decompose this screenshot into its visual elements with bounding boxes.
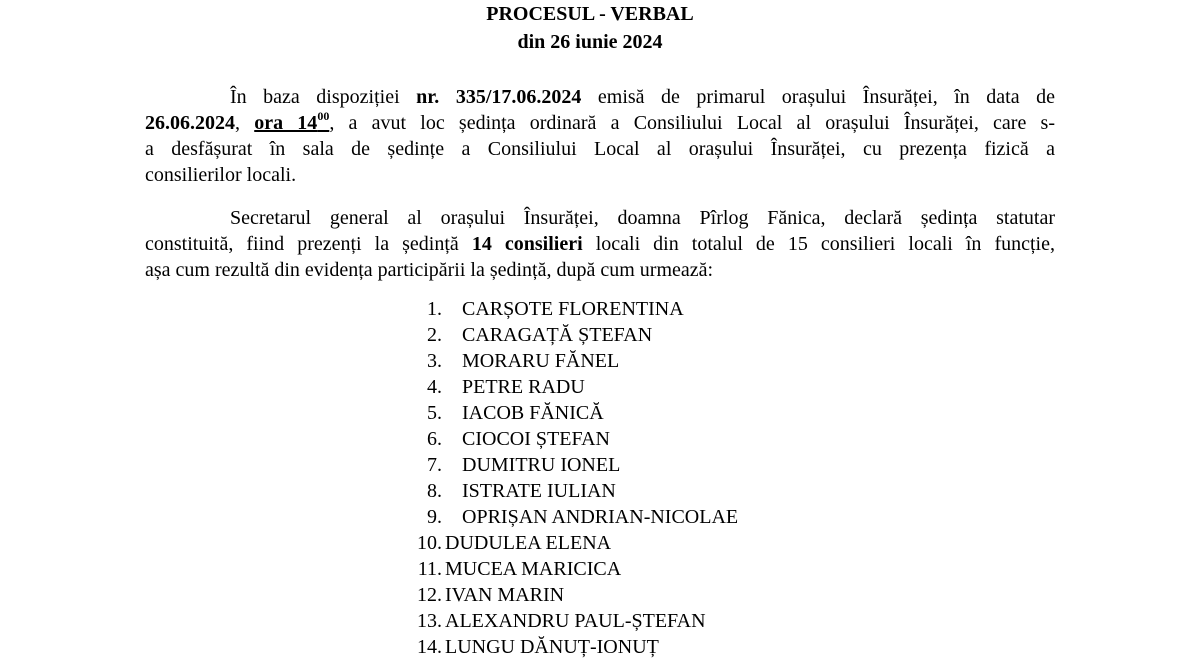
- list-item-number: 12.: [417, 584, 442, 606]
- present-count: 14 consilieri: [471, 233, 583, 255]
- councillors-list: [398, 296, 738, 660]
- list-item: [398, 634, 738, 660]
- list-item: [398, 400, 738, 426]
- list-item: [398, 504, 738, 530]
- list-item: [398, 478, 738, 504]
- paragraph1-line2: [145, 110, 1055, 136]
- text-fragment: constituită, fiind prezenți la ședință: [145, 233, 472, 255]
- list-item-number: 14.: [417, 636, 442, 658]
- paragraph1-line3: a desfășurat în sala de ședințe a Consiliului Local al orașului Însurăței, cu prezența fizică a: [145, 138, 1055, 160]
- councillor-name: PETRE RADU: [462, 376, 585, 398]
- text-fragment: În baza dispoziției: [230, 86, 417, 108]
- paragraph-dispozitie: [145, 84, 1055, 188]
- document-title: PROCESUL - VERBAL: [486, 3, 694, 25]
- paragraph2-line2: [145, 231, 1055, 257]
- councillor-name: MORARU FĂNEL: [462, 350, 620, 372]
- list-item-number: 2.: [427, 324, 442, 346]
- list-item-number: 3.: [427, 350, 442, 372]
- councillor-name: ISTRATE IULIAN: [462, 480, 616, 502]
- list-item: [398, 530, 738, 556]
- list-item: [398, 608, 738, 634]
- paragraph2-line3: așa cum rezultă din evidența participării la ședință, după cum urmează:: [145, 259, 714, 281]
- list-item: [398, 452, 738, 478]
- list-item-number: 13.: [417, 610, 442, 632]
- list-item-number: 4.: [427, 376, 442, 398]
- meeting-date: 26.06.2024: [145, 112, 235, 134]
- text-fragment: locali din totalul de 15 consilieri locali în funcție,: [582, 233, 1055, 255]
- councillor-name: LUNGU DĂNUȚ-IONUȚ: [445, 636, 659, 658]
- councillor-name: IVAN MARIN: [445, 584, 565, 606]
- list-item-number: 5.: [427, 402, 442, 424]
- text-fragment: emisă de primarul orașului Însurăței, în data de: [581, 86, 1055, 108]
- text-fragment: ,: [235, 112, 255, 134]
- list-item: [398, 296, 738, 322]
- councillor-name: CIOCOI ȘTEFAN: [462, 428, 610, 450]
- councillor-name: DUDULEA ELENA: [445, 532, 612, 554]
- councillor-name: IACOB FĂNICĂ: [462, 402, 604, 424]
- paragraph1-line1: [145, 84, 1055, 110]
- list-item-number: 6.: [427, 428, 442, 450]
- councillor-name: ALEXANDRU PAUL-ȘTEFAN: [445, 610, 706, 632]
- councillor-name: MUCEA MARICICA: [445, 558, 622, 580]
- paragraph2-line1: Secretarul general al orașului Însurăței, doamna Pîrlog Fănica, declară ședința statutar: [230, 207, 1055, 229]
- paragraph-secretar: [145, 205, 1055, 283]
- list-item-number: 1.: [427, 298, 442, 320]
- document-date: din 26 iunie 2024: [517, 31, 663, 53]
- list-item-number: 11.: [417, 558, 442, 580]
- meeting-time: ora $14^{00}$: [254, 109, 330, 134]
- councillor-name: CARAGAȚĂ ȘTEFAN: [462, 324, 653, 346]
- councillor-name: OPRIȘAN ANDRIAN-NICOLAE: [462, 506, 739, 528]
- paragraph1-line4: consilierilor locali.: [145, 164, 297, 186]
- list-item-number: 7.: [427, 454, 442, 476]
- list-item: [398, 322, 738, 348]
- list-item-number: 10.: [417, 532, 442, 554]
- list-item: [398, 556, 738, 582]
- list-item-number: 8.: [427, 480, 442, 502]
- councillor-name: CARȘOTE FLORENTINA: [462, 298, 684, 320]
- list-item: [398, 426, 738, 452]
- list-item: [398, 348, 738, 374]
- list-item: [398, 374, 738, 400]
- councillor-name: DUMITRU IONEL: [462, 454, 621, 476]
- list-item-number: 9.: [427, 506, 442, 528]
- list-item: [398, 582, 738, 608]
- text-fragment: , a avut loc ședința ordinară a Consiliului Local al orașului Însurăței, care s-: [329, 112, 1055, 134]
- dispozitie-number: nr. 335/17.06.2024: [416, 86, 582, 108]
